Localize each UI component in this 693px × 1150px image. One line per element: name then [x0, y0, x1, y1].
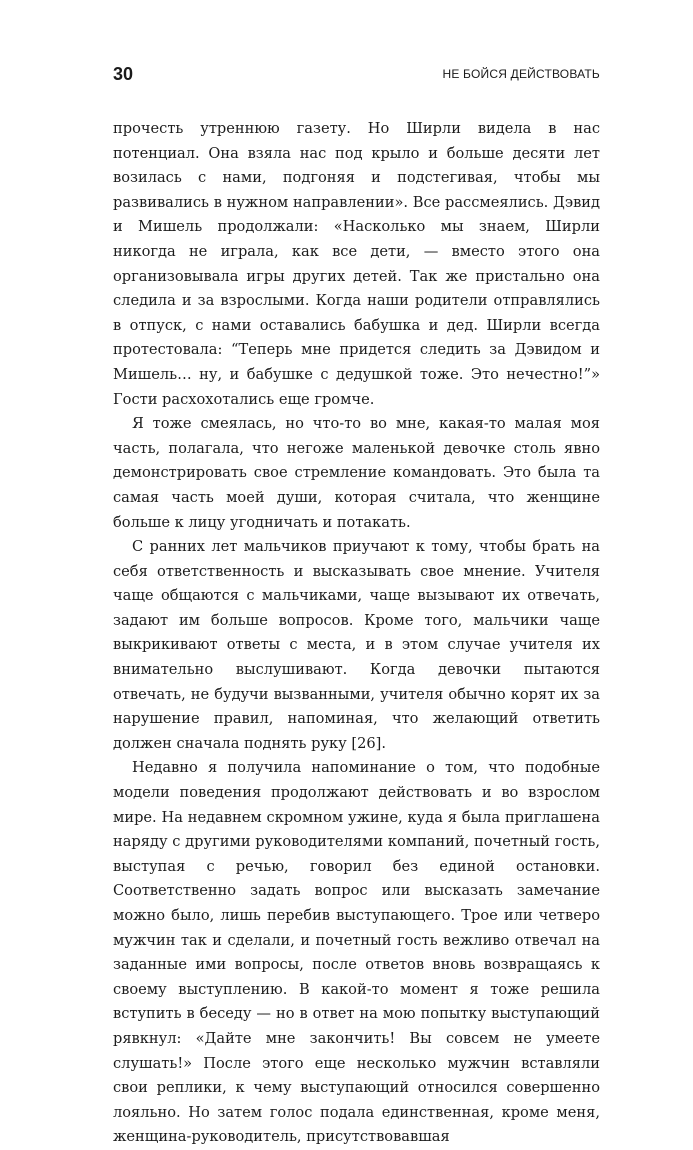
paragraph: С ранних лет мальчиков приучают к тому, чтобы брать на себя ответственность и высказывать свое мнение. Учителя чаще общаются с мальчиками, чаще вызывают их отвечать, задают им больше вопросов. Кроме того, мальчики чаще выкрикивают ответы с места, и в этом случае учителя их внимательно выслушивают. Когда девочки пытаются отвечать, не будучи вызванными, учителя обычно корят их за нарушение правил, напоминая, что желающий ответить должен сначала поднять руку [26].: [113, 538, 600, 752]
paragraph-continued: прочесть утреннюю газету. Но Ширли видела в нас потенциал. Она взяла нас под крыло и больше десяти лет возилась с нами, подгоняя и подстегивая, чтобы мы развивались в нужном направлении». Все рассмеялись. Дэвид и Мишель продолжали: «Насколько мы знаем, Ширли никогда не играла, как все дети, — вместо этого она организовывала игры других детей. Так же пристально она следила и за взрослыми. Когда наши родители отправлялись в отпуск, с нами оставались бабушка и дед. Ширли всегда протестовала: “Теперь мне придется следить за Дэвидом и Мишель… ну, и бабушке с дедушкой тоже. Это нечестно!”» Гости расхохотались еще громче.: [113, 120, 600, 408]
body-text: [113, 117, 600, 1150]
running-title: НЕ БОЙСЯ ДЕЙСТВОВАТЬ: [442, 67, 600, 81]
page-number: 30: [113, 64, 134, 84]
paragraph: Недавно я получила напоминание о том, что подобные модели поведения продолжают действовать и во взрослом мире. На недавнем скромном ужине, куда я была приглашена наряду с другими руководителями компаний, почетный гость, выступая с речью, говорил без единой остановки. Соответственно задать вопрос или высказать замечание можно было, лишь перебив выступающего. Трое или четверо мужчин так и сделали, и почетный гость вежливо отвечал на заданные ими вопросы, после ответов вновь возвращаясь к своему выступлению. В какой-то момент я тоже решила вступить в беседу — но в ответ на мою попытку выступающий рявкнул: «Дайте мне закончить! Вы совсем не умеете слушать!» После этого еще несколько мужчин вставляли свои реплики, к чему выступающий относился совершенно лояльно. Но затем голос подала единственная, кроме меня, женщина-руководитель, присутствовавшая: [113, 759, 600, 1146]
paragraph: Я тоже смеялась, но что-то во мне, какая-то малая моя часть, полагала, что негоже маленькой девочке столь явно демонстрировать свое стремление командовать. Это была та самая часть моей души, которая считала, что женщине больше к лицу угодничать и потакать.: [113, 415, 600, 531]
page-header: [113, 62, 600, 86]
